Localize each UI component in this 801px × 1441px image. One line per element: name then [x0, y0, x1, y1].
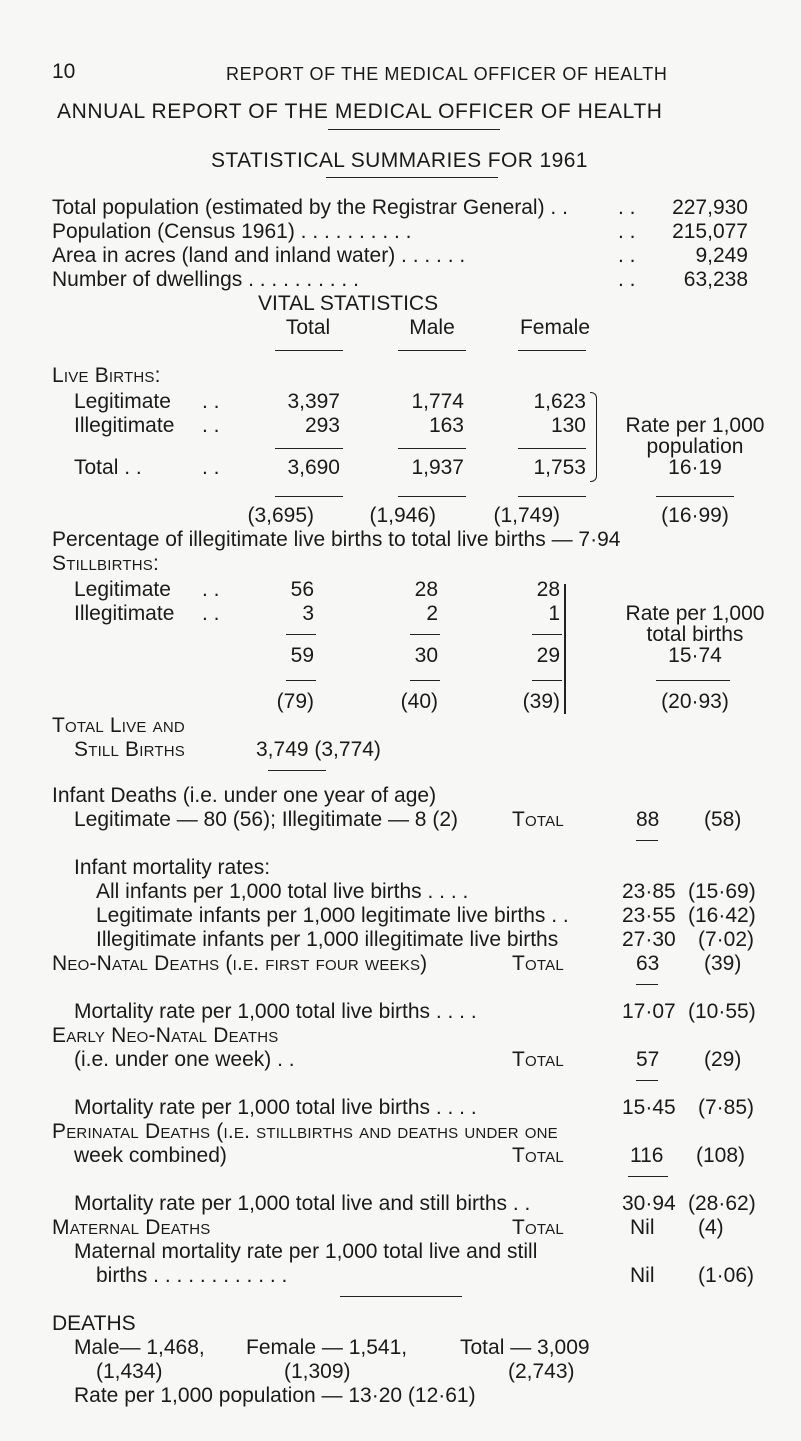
- prev-female: (39): [522, 690, 560, 713]
- summary-label: Area in acres (land and inland water) . . . . . .: [52, 244, 466, 267]
- prev-rate: (16·99): [661, 504, 729, 527]
- maternal-rate-label: births . . . . . . . . . . . .: [96, 1264, 288, 1287]
- cell-female: 1,623: [533, 390, 586, 413]
- infant-total-label: Total: [512, 808, 564, 831]
- neonatal-heading: Neo-Natal Deaths (i.e. first four weeks): [52, 952, 428, 975]
- perinatal-total-prev: (108): [696, 1144, 746, 1167]
- rate-label: All infants per 1,000 total live births . . . .: [96, 880, 469, 903]
- perinatal-total-label: Total: [512, 1144, 564, 1167]
- subtitle-rule: [326, 177, 498, 178]
- deaths-heading: DEATHS: [52, 1312, 136, 1335]
- perinatal-heading: Perinatal Deaths (i.e. stillbirths and deaths under one: [52, 1120, 558, 1143]
- total-rule: [656, 680, 730, 681]
- prev-male: (40): [400, 690, 438, 713]
- illegitimate-percentage: Percentage of illegitimate live births to total live births — 7·94: [52, 528, 621, 551]
- row-dots: . .: [202, 414, 220, 437]
- summary-value: 63,238: [683, 268, 748, 291]
- row-dots: . .: [202, 602, 220, 625]
- summary-value: 9,249: [695, 244, 748, 267]
- early-neonatal-rate-prev: (7·85): [698, 1096, 755, 1119]
- live-rate-label: population: [646, 435, 744, 458]
- cell-male: 1,774: [411, 390, 464, 413]
- row-label: Legitimate: [74, 390, 171, 413]
- rate-prev: (16·42): [688, 904, 756, 927]
- live-births-brace: [590, 392, 597, 482]
- still-rate-label: total births: [646, 623, 744, 646]
- cell-total: 59: [290, 644, 314, 667]
- prev-total: (79): [276, 690, 314, 713]
- early-neonatal-total-label: Total: [512, 1048, 564, 1071]
- cell-female: 29: [536, 644, 560, 667]
- deaths-total: Total — 3,009: [460, 1336, 590, 1359]
- summary-dots: . .: [618, 196, 636, 219]
- deaths-female: Female — 1,541,: [246, 1336, 408, 1359]
- rate-value: 27·30: [622, 928, 676, 951]
- subtotal-rule: [398, 448, 466, 449]
- subtotal-rule: [518, 448, 586, 449]
- total-live-still-value: 3,749 (3,774): [256, 738, 381, 761]
- deaths-total-prev: (2,743): [508, 1360, 575, 1383]
- cell-total: 3,397: [287, 390, 340, 413]
- cell-male: 1,937: [411, 456, 464, 479]
- neonatal-total-label: Total: [512, 952, 564, 975]
- column-rule: [275, 350, 343, 351]
- summary-label: Total population (estimated by the Registrar General) . .: [52, 196, 568, 219]
- summary-dots: . .: [618, 220, 636, 243]
- maternal-heading: Maternal Deaths: [52, 1216, 211, 1239]
- title-rule: [328, 129, 500, 130]
- neonatal-total-prev: (39): [704, 952, 742, 975]
- column-header-female: Female: [519, 316, 591, 339]
- section-rule: [340, 1296, 462, 1297]
- deaths-rate: Rate per 1,000 population — 13·20 (12·61): [74, 1384, 476, 1407]
- live-rate-label: Rate per 1,000: [625, 414, 765, 437]
- early-neonatal-heading: Early Neo-Natal Deaths: [52, 1024, 279, 1047]
- maternal-total: Nil: [630, 1216, 655, 1239]
- cell-female: 1: [548, 602, 560, 625]
- cell-female: 28: [536, 578, 560, 601]
- running-header-title: REPORT OF THE MEDICAL OFFICER OF HEALTH: [226, 64, 668, 84]
- summary-value: 215,077: [672, 220, 748, 243]
- total-rule: [275, 496, 343, 497]
- early-neonatal-total-prev: (29): [704, 1048, 742, 1071]
- neonatal-total: 63: [636, 952, 660, 975]
- deaths-male-prev: (1,434): [96, 1360, 163, 1383]
- total-rule: [656, 496, 734, 497]
- page-title: ANNUAL REPORT OF THE MEDICAL OFFICER OF HEALTH: [57, 100, 663, 123]
- row-label: Legitimate: [74, 578, 171, 601]
- rate-prev: (15·69): [688, 880, 756, 903]
- early-neonatal-rate-label: Mortality rate per 1,000 total live births . . . .: [74, 1096, 477, 1119]
- value-rule: [636, 1080, 658, 1081]
- column-rule: [398, 350, 466, 351]
- cell-total: 3,690: [287, 456, 340, 479]
- total-rule: [518, 496, 586, 497]
- infant-deaths-line: Legitimate — 80 (56); Illegitimate — 8 (2): [74, 808, 458, 831]
- deaths-female-prev: (1,309): [284, 1360, 351, 1383]
- row-dots: . .: [202, 390, 220, 413]
- subtotal-rule: [275, 448, 343, 449]
- subtotal-rule: [410, 634, 440, 635]
- row-label: Illegitimate: [74, 414, 175, 437]
- summary-dots: . .: [618, 268, 636, 291]
- perinatal-total: 116: [630, 1144, 664, 1167]
- cell-total: 3: [302, 602, 314, 625]
- page-number: 10: [52, 60, 76, 83]
- total-rule: [286, 680, 316, 681]
- row-label: Illegitimate: [74, 602, 175, 625]
- perinatal-sub: week combined): [74, 1144, 227, 1167]
- early-neonatal-sub: (i.e. under one week) . .: [74, 1048, 295, 1071]
- total-live-still-label: Still Births: [74, 738, 185, 761]
- rate-value: 23·55: [622, 904, 676, 927]
- total-rule: [532, 680, 562, 681]
- still-rate-value: 15·74: [668, 644, 722, 667]
- neonatal-rate-prev: (10·55): [688, 1000, 756, 1023]
- subtotal-rule: [532, 634, 562, 635]
- value-rule: [636, 840, 658, 841]
- live-births-heading: Live Births:: [52, 364, 161, 387]
- perinatal-rate: 30·94: [622, 1192, 676, 1215]
- maternal-rate-label: Maternal mortality rate per 1,000 total live and still: [74, 1240, 538, 1263]
- row-dots: . .: [202, 578, 220, 601]
- early-neonatal-rate: 15·45: [622, 1096, 676, 1119]
- early-neonatal-total: 57: [636, 1048, 660, 1071]
- rate-value: 23·85: [622, 880, 676, 903]
- infant-total-prev: (58): [704, 808, 742, 831]
- cell-female: 1,753: [533, 456, 586, 479]
- column-header-male: Male: [409, 316, 455, 339]
- infant-deaths-heading: Infant Deaths (i.e. under one year of age): [52, 784, 437, 807]
- perinatal-rate-label: Mortality rate per 1,000 total live and still births . .: [74, 1192, 531, 1215]
- row-label: Total . .: [74, 456, 142, 479]
- deaths-male: Male— 1,468,: [74, 1336, 205, 1359]
- maternal-total-prev: (4): [698, 1216, 724, 1239]
- summary-label: Population (Census 1961) . . . . . . . . . .: [52, 220, 412, 243]
- summary-value: 227,930: [672, 196, 748, 219]
- stillbirths-bracket: [564, 584, 566, 714]
- neonatal-rate-label: Mortality rate per 1,000 total live births . . . .: [74, 1000, 477, 1023]
- maternal-total-label: Total: [512, 1216, 564, 1239]
- rate-label: Illegitimate infants per 1,000 illegitimate live births: [96, 928, 559, 951]
- prev-total: (3,695): [247, 504, 314, 527]
- total-rule: [398, 496, 466, 497]
- cell-female: 130: [550, 414, 586, 437]
- section-rule: [268, 770, 326, 771]
- maternal-rate: Nil: [630, 1264, 655, 1287]
- stillbirths-heading: Stillbirths:: [52, 552, 159, 575]
- column-header-total: Total: [285, 316, 331, 339]
- infant-rates-heading: Infant mortality rates:: [74, 856, 271, 879]
- rate-prev: (7·02): [698, 928, 755, 951]
- still-rate-label: Rate per 1,000: [625, 602, 765, 625]
- cell-total: 293: [304, 414, 340, 437]
- value-rule: [636, 984, 658, 985]
- subtotal-rule: [286, 634, 316, 635]
- cell-male: 163: [428, 414, 464, 437]
- cell-male: 2: [426, 602, 438, 625]
- summary-dots: . .: [618, 244, 636, 267]
- column-rule: [518, 350, 586, 351]
- prev-female: (1,749): [493, 504, 560, 527]
- total-rule: [410, 680, 440, 681]
- row-dots: . .: [202, 456, 220, 479]
- prev-rate: (20·93): [661, 690, 729, 713]
- vital-statistics-heading: VITAL STATISTICS: [258, 292, 439, 315]
- total-live-still-label: Total Live and: [52, 714, 185, 737]
- perinatal-rate-prev: (28·62): [688, 1192, 756, 1215]
- page-subtitle: STATISTICAL SUMMARIES FOR 1961: [211, 149, 588, 172]
- neonatal-rate: 17·07: [622, 1000, 676, 1023]
- rate-label: Legitimate infants per 1,000 legitimate live births . .: [96, 904, 569, 927]
- summary-label: Number of dwellings . . . . . . . . . .: [52, 268, 359, 291]
- value-rule: [628, 1176, 668, 1177]
- cell-male: 28: [414, 578, 438, 601]
- cell-male: 30: [414, 644, 438, 667]
- live-rate-value: 16·19: [668, 456, 722, 479]
- cell-total: 56: [290, 578, 314, 601]
- prev-male: (1,946): [369, 504, 436, 527]
- maternal-rate-prev: (1·06): [698, 1264, 755, 1287]
- infant-total: 88: [636, 808, 660, 831]
